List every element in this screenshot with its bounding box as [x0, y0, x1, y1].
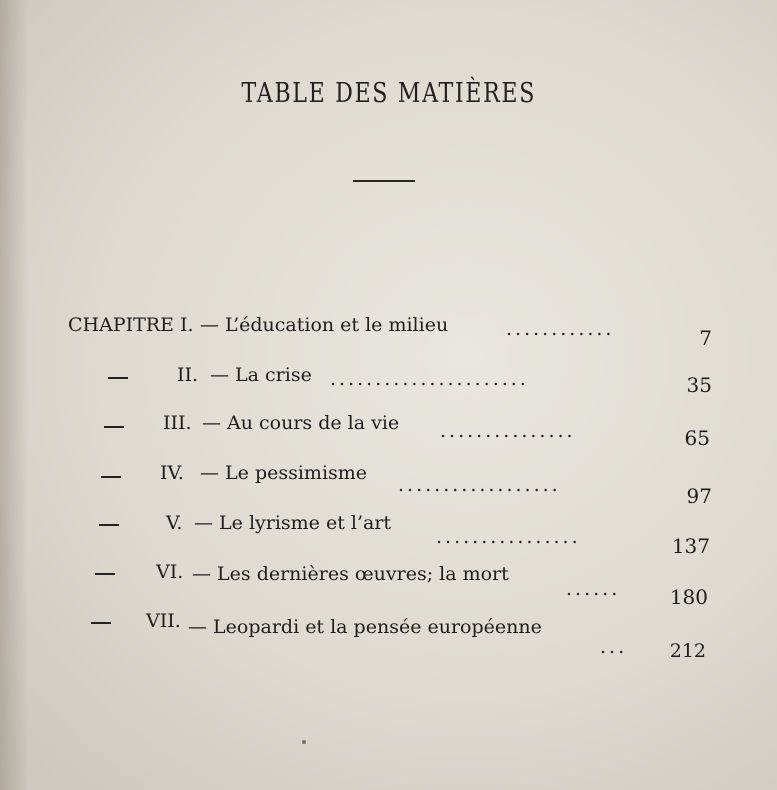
chapter-title: — Les dernières œuvres; la mort: [192, 563, 509, 585]
ditto-dash: [101, 476, 121, 478]
chapter-label: IV.: [160, 462, 184, 484]
ditto-dash: [91, 622, 111, 624]
title-rule: [353, 180, 415, 182]
chapter-title: — La crise: [210, 364, 312, 386]
paper-spot: [302, 740, 306, 744]
ditto-dash: [104, 426, 124, 428]
leader-dots: ............: [506, 318, 615, 340]
page-number: 35: [686, 373, 712, 397]
chapter-label: II.: [177, 364, 199, 386]
chapter-label: VI.: [156, 561, 184, 583]
ditto-dash: [95, 573, 115, 575]
leader-dots: ......: [566, 578, 621, 600]
ditto-dash: [108, 377, 128, 379]
chapter-title: — Le pessimisme: [200, 462, 368, 484]
chapter-title: — L’éducation et le milieu: [200, 314, 449, 336]
page-title: TABLE DES MATIÈRES: [241, 78, 537, 109]
page-number: 65: [684, 426, 710, 450]
chapter-label: III.: [163, 412, 192, 434]
page-edge-shadow: [0, 0, 28, 790]
chapter-label: V.: [166, 512, 183, 534]
chapter-label: VII.: [146, 610, 181, 632]
chapter-label: CHAPITRE I.: [68, 314, 194, 336]
leader-dots: ...: [600, 636, 628, 658]
chapter-title: — Leopardi et la pensée européenne: [188, 616, 542, 638]
leader-dots: ................: [436, 526, 581, 548]
page-number: 180: [669, 585, 708, 609]
ditto-dash: [99, 524, 119, 526]
page-number: 137: [671, 534, 710, 558]
leader-dots: ...............: [440, 420, 576, 442]
page-number: 212: [669, 640, 706, 662]
page-number: 7: [699, 326, 712, 350]
chapter-title: — Au cours de la vie: [202, 412, 400, 434]
leader-dots: ......................: [330, 368, 529, 390]
page-number: 97: [686, 484, 712, 508]
leader-dots: ..................: [398, 474, 561, 496]
chapter-title: — Le lyrisme et l’art: [194, 512, 392, 534]
